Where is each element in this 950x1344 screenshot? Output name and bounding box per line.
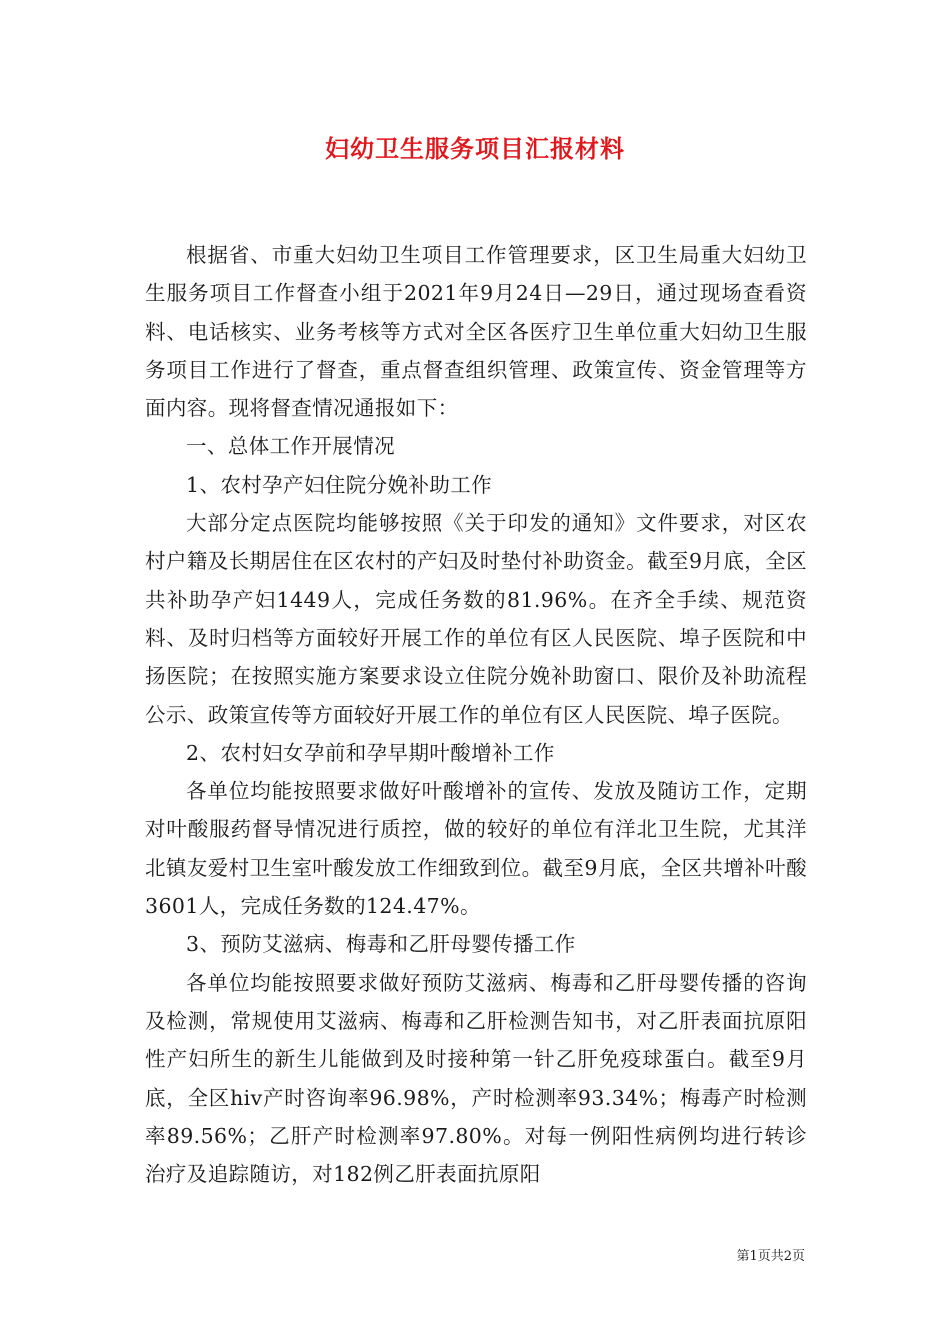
document-title: 妇幼卫生服务项目汇报材料 [325, 134, 625, 163]
section-heading-overall: 一、总体工作开展情况 [186, 434, 395, 459]
paragraph-delivery-subsidy: 大部分定点医院均能够按照《关于印发的通知》文件要求，对区农村户籍及长期居住在区农村的产妇及时垫付补助资金。截至9月底，全区共补助孕产妇1449人，完成任务数的81.96%。在齐全手续、规范资料、及时归档等方面较好开展工作的单位有区人民医院、埠子医院和中扬医院；在按照实施方案要求设立住院分娩补助窗口、限价及补助流程公示、政策宣传等方面较好开展工作的单位有区人民医院、埠子医院。 [145, 511, 807, 727]
subsection-heading-mother-infant-transmission: 3、预防艾滋病、梅毒和乙肝母婴传播工作 [186, 932, 576, 957]
page-number-footer: 第1页共2页 [736, 1249, 805, 1264]
subsection-heading-folic-acid: 2、农村妇女孕前和孕早期叶酸增补工作 [186, 740, 555, 765]
paragraph-folic-acid: 各单位均能按照要求做好叶酸增补的宣传、发放及随访工作，定期对叶酸服药督导情况进行质控，做的较好的单位有洋北卫生院，尤其洋北镇友爱村卫生室叶酸发放工作细致到位。截至9月底，全区共增补叶酸3601人，完成任务数的124.47%。 [145, 779, 807, 919]
document-body [145, 236, 807, 1193]
subsection-heading-delivery-subsidy: 1、农村孕产妇住院分娩补助工作 [186, 472, 493, 497]
intro-paragraph: 根据省、市重大妇幼卫生项目工作管理要求，区卫生局重大妇幼卫生服务项目工作督查小组于2021年9月24日—29日，通过现场查看资料、电话核实、业务考核等方式对全区各医疗卫生单位重大妇幼卫生服务项目工作进行了督查，重点督查组织管理、政策宣传、资金管理等方面内容。现将督查情况通报如下： [145, 243, 807, 421]
paragraph-mother-infant-transmission: 各单位均能按照要求做好预防艾滋病、梅毒和乙肝母婴传播的咨询及检测，常规使用艾滋病、梅毒和乙肝检测告知书，对乙肝表面抗原阳性产妇所生的新生儿能做到及时接种第一针乙肝免疫球蛋白。截至9月底，全区hiv产时咨询率96.98%，产时检测率93.34%；梅毒产时检测率89.56%；乙肝产时检测率97.80%。对每一例阳性病例均进行转诊治疗及追踪随访，对182例乙肝表面抗原阳 [145, 970, 807, 1187]
